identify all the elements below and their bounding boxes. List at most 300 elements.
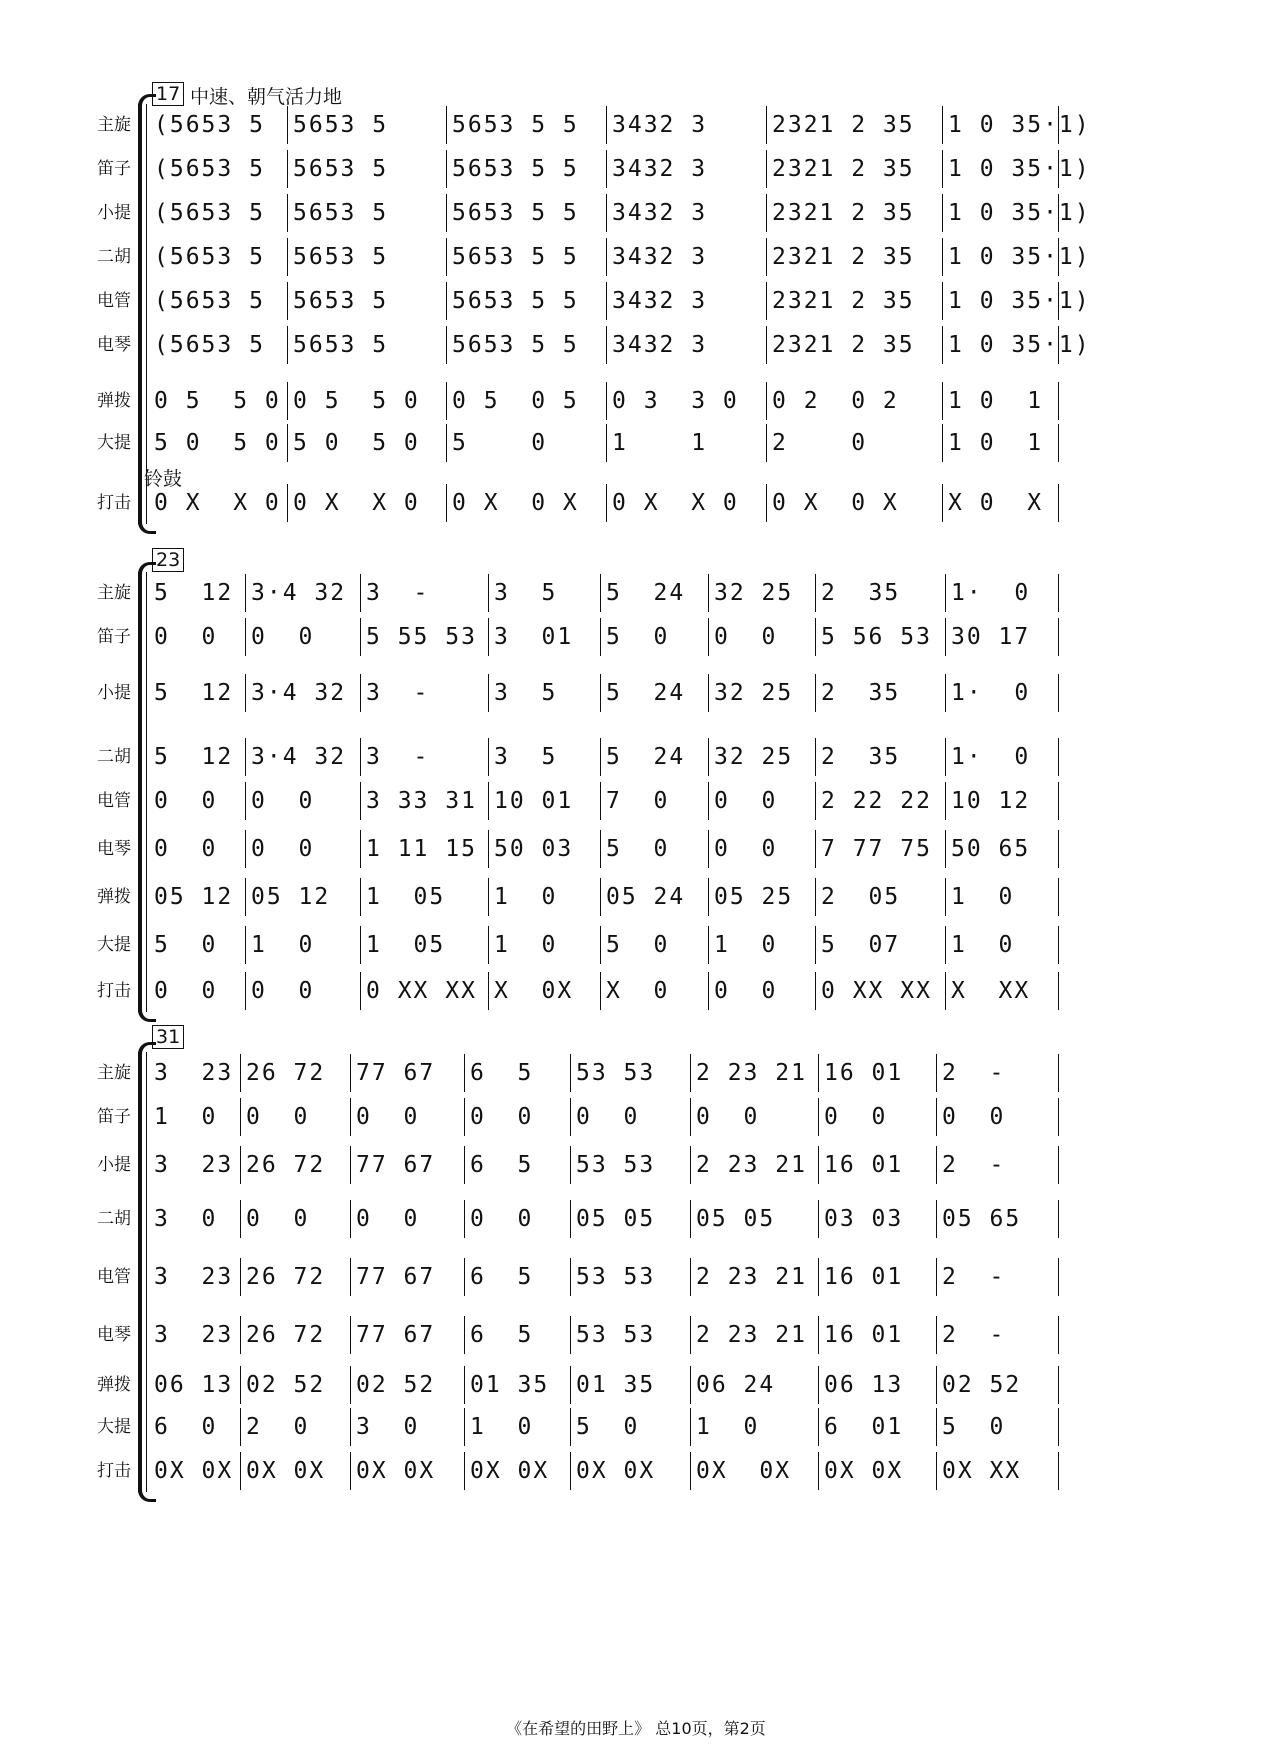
measure: 0 0 [470, 1104, 534, 1130]
barline [690, 1200, 691, 1238]
measure: 50 65 [951, 836, 1031, 862]
staff-row [0, 242, 1272, 272]
barline [245, 782, 246, 820]
measure: 5 0 [942, 1414, 1006, 1440]
measure: 16 01 [824, 1060, 904, 1086]
measure: 50 03 [494, 836, 574, 862]
barline [245, 830, 246, 868]
measure: 01 35 [576, 1372, 656, 1398]
barline [945, 738, 946, 776]
barline [945, 878, 946, 916]
measure: 0 0 [251, 624, 315, 650]
measure: (5653 5 [154, 288, 265, 314]
barline [708, 782, 709, 820]
measure: X XX [951, 978, 1031, 1004]
staff-row [0, 286, 1272, 316]
measure: 5653 5 [293, 244, 389, 270]
measure: 5 0 [606, 932, 670, 958]
measure: 0X 0X [246, 1458, 326, 1484]
measure: 5653 5 [293, 112, 389, 138]
barline-end [1058, 282, 1059, 320]
barline [945, 618, 946, 656]
measure: 1 0 [251, 932, 315, 958]
barline [815, 674, 816, 712]
barline [287, 238, 288, 276]
barline [818, 1366, 819, 1404]
measure: 2 22 22 [821, 788, 932, 814]
measure: 3 0 [154, 1206, 218, 1232]
barline [766, 282, 767, 320]
instrument-label: 小提 [97, 203, 131, 223]
instrument-label: 二胡 [97, 247, 131, 267]
measure: 53 53 [576, 1322, 656, 1348]
measure: 5 0 [154, 932, 218, 958]
measure: 2 - [942, 1264, 1006, 1290]
measure: 26 72 [246, 1322, 326, 1348]
measure: 0 5 5 0 [293, 388, 420, 414]
barline [945, 574, 946, 612]
instrument-label: 电琴 [97, 839, 131, 859]
measure: 2 23 21 [696, 1322, 807, 1348]
measure: 03 03 [824, 1206, 904, 1232]
measure: 2 0 [772, 430, 868, 456]
staff-row [0, 1412, 1272, 1442]
barline [600, 972, 601, 1010]
barline [690, 1316, 691, 1354]
barline [815, 926, 816, 964]
barline [708, 830, 709, 868]
barline [240, 1452, 241, 1490]
measure: 05 12 [251, 884, 331, 910]
barline [942, 326, 943, 364]
barline-end [1058, 238, 1059, 276]
measure: 05 25 [714, 884, 794, 910]
barline [464, 1316, 465, 1354]
barline [350, 1452, 351, 1490]
measure: (5653 5 [154, 244, 265, 270]
measure: 1 0 [494, 884, 558, 910]
instrument-label: 笛子 [97, 627, 131, 647]
measure: 0 2 0 2 [772, 388, 899, 414]
measure: 0 X 0 X [452, 490, 579, 516]
measure: 3432 3 [612, 244, 708, 270]
instrument-label: 打击 [97, 493, 131, 513]
measure: 0 3 3 0 [612, 388, 739, 414]
barline-end [1058, 926, 1059, 964]
barline [945, 972, 946, 1010]
measure: 30 17 [951, 624, 1031, 650]
measure: 2321 2 35 [772, 112, 915, 138]
barline [942, 424, 943, 462]
barline [488, 738, 489, 776]
barline [245, 926, 246, 964]
barline [766, 326, 767, 364]
barline [570, 1408, 571, 1446]
barline [245, 738, 246, 776]
staff-row [0, 578, 1272, 608]
measure: 7 77 75 [821, 836, 932, 862]
barline [287, 282, 288, 320]
barline [708, 972, 709, 1010]
measure: 6 01 [824, 1414, 904, 1440]
barline [600, 738, 601, 776]
barline [570, 1258, 571, 1296]
barline [815, 878, 816, 916]
measure: 01 35 [470, 1372, 550, 1398]
barline [945, 674, 946, 712]
barline [936, 1054, 937, 1092]
instrument-label: 小提 [97, 1155, 131, 1175]
measure: 3 23 [154, 1322, 234, 1348]
barline [350, 1258, 351, 1296]
barline [818, 1098, 819, 1136]
barline [287, 106, 288, 144]
measure: 0 0 [942, 1104, 1006, 1130]
barline-end [1058, 326, 1059, 364]
measure: 5 55 53 [366, 624, 477, 650]
measure: 0 0 [154, 978, 218, 1004]
measure: 77 67 [356, 1060, 436, 1086]
measure: 5653 5 [293, 156, 389, 182]
measure: 16 01 [824, 1264, 904, 1290]
barline [815, 830, 816, 868]
barline [942, 106, 943, 144]
barline-end [1058, 484, 1059, 522]
measure: 2321 2 35 [772, 156, 915, 182]
barline [488, 574, 489, 612]
barline [942, 238, 943, 276]
barline [690, 1452, 691, 1490]
barline [606, 326, 607, 364]
measure: 2 35 [821, 680, 901, 706]
barline-end [1058, 106, 1059, 144]
measure: 1 0 [951, 884, 1015, 910]
measure: 3 23 [154, 1264, 234, 1290]
measure: 0 5 5 0 [154, 388, 281, 414]
measure: 0 X 0 X [772, 490, 899, 516]
barline [360, 618, 361, 656]
measure: 0 0 [251, 788, 315, 814]
barline [360, 830, 361, 868]
measure: 1 0 35·1) [948, 200, 1091, 226]
barline-end [1058, 574, 1059, 612]
barline [350, 1408, 351, 1446]
barline [766, 382, 767, 420]
measure: 5 24 [606, 744, 686, 770]
measure: 0 0 [251, 836, 315, 862]
barline [488, 618, 489, 656]
barline-end [1058, 1408, 1059, 1446]
measure: 1 0 35·1) [948, 156, 1091, 182]
barline [766, 424, 767, 462]
barline [464, 1146, 465, 1184]
barline [240, 1146, 241, 1184]
barline [766, 194, 767, 232]
barline-end [1058, 1452, 1059, 1490]
barline-end [1058, 424, 1059, 462]
barline [942, 382, 943, 420]
measure: 3·4 32 [251, 744, 347, 770]
measure: 1· 0 [951, 580, 1031, 606]
barline [245, 674, 246, 712]
measure: 0X XX [942, 1458, 1022, 1484]
staff-row [0, 330, 1272, 360]
measure: 0X 0X [470, 1458, 550, 1484]
barline-end [1058, 972, 1059, 1010]
instrument-label: 笛子 [97, 159, 131, 179]
barline [464, 1200, 465, 1238]
barline [708, 618, 709, 656]
barline [570, 1054, 571, 1092]
measure: 0 X X 0 [612, 490, 739, 516]
instrument-label: 电管 [97, 791, 131, 811]
measure: 32 25 [714, 580, 794, 606]
barline [570, 1366, 571, 1404]
barline-end [1058, 1146, 1059, 1184]
barline [240, 1408, 241, 1446]
measure: 10 01 [494, 788, 574, 814]
measure: 0 XX XX [821, 978, 932, 1004]
barline [464, 1408, 465, 1446]
barline [690, 1146, 691, 1184]
barline [570, 1452, 571, 1490]
measure: (5653 5 [154, 112, 265, 138]
barline [936, 1200, 937, 1238]
measure: 3·4 32 [251, 580, 347, 606]
measure: 2 05 [821, 884, 901, 910]
staff-row [0, 622, 1272, 652]
measure: 3 23 [154, 1152, 234, 1178]
measure: 5 24 [606, 580, 686, 606]
measure: 0 0 [470, 1206, 534, 1232]
measure: 0 0 [696, 1104, 760, 1130]
measure: 0 0 [154, 624, 218, 650]
barline [488, 782, 489, 820]
rehearsal-mark: 17 [152, 82, 184, 106]
barline [815, 738, 816, 776]
measure: 7 0 [606, 788, 670, 814]
measure: 16 01 [824, 1152, 904, 1178]
measure: 0X 0X [824, 1458, 904, 1484]
instrument-label: 二胡 [97, 1209, 131, 1229]
staff-row [0, 428, 1272, 458]
measure: 0 0 [154, 836, 218, 862]
barline [360, 574, 361, 612]
measure: 0 0 [576, 1104, 640, 1130]
measure: 0X 0X [154, 1458, 234, 1484]
barline [600, 830, 601, 868]
measure: 5653 5 5 [452, 288, 579, 314]
staff-row [0, 834, 1272, 864]
barline [287, 484, 288, 522]
barline [936, 1258, 937, 1296]
measure: 3 5 [494, 580, 558, 606]
measure: 3 5 [494, 744, 558, 770]
measure: 3·4 32 [251, 680, 347, 706]
barline [570, 1316, 571, 1354]
measure: 1 0 35·1) [948, 332, 1091, 358]
measure: 2321 2 35 [772, 288, 915, 314]
measure: 05 12 [154, 884, 234, 910]
barline [606, 424, 607, 462]
barline [360, 738, 361, 776]
staff-row [0, 386, 1272, 416]
barline [708, 674, 709, 712]
measure: 2321 2 35 [772, 332, 915, 358]
measure: 16 01 [824, 1322, 904, 1348]
staff-row [0, 1262, 1272, 1292]
barline [464, 1258, 465, 1296]
measure: 5 0 [606, 624, 670, 650]
measure: 53 53 [576, 1264, 656, 1290]
measure: 5 24 [606, 680, 686, 706]
measure: 0 0 [154, 788, 218, 814]
barline-end [1058, 618, 1059, 656]
measure: 3 0 [356, 1414, 420, 1440]
staff-row [0, 1320, 1272, 1350]
barline [446, 382, 447, 420]
barline [446, 194, 447, 232]
measure: 05 05 [576, 1206, 656, 1232]
barline [708, 878, 709, 916]
measure: X 0 X [948, 490, 1044, 516]
staff-row [0, 198, 1272, 228]
barline [446, 484, 447, 522]
barline [240, 1054, 241, 1092]
barline-end [1058, 782, 1059, 820]
measure: 5 12 [154, 580, 234, 606]
barline [240, 1258, 241, 1296]
measure: 10 12 [951, 788, 1031, 814]
instrument-label: 二胡 [97, 747, 131, 767]
measure: 77 67 [356, 1264, 436, 1290]
barline-end [1058, 830, 1059, 868]
barline-end [1058, 878, 1059, 916]
measure: (5653 5 [154, 156, 265, 182]
instrument-label: 弹拨 [97, 1375, 131, 1395]
measure: 5 12 [154, 680, 234, 706]
measure: 5653 5 5 [452, 112, 579, 138]
percussion-label: 铃鼓 [144, 468, 183, 490]
barline [570, 1098, 571, 1136]
measure: 0 0 [356, 1206, 420, 1232]
measure: 5 56 53 [821, 624, 932, 650]
page-footer: 《在希望的田野上》 总10页，第2页 [506, 1719, 766, 1738]
barline [287, 382, 288, 420]
barline [942, 484, 943, 522]
measure: 1 0 [696, 1414, 760, 1440]
measure: 3432 3 [612, 288, 708, 314]
instrument-label: 小提 [97, 683, 131, 703]
barline [350, 1098, 351, 1136]
barline [360, 878, 361, 916]
measure: 5 0 5 0 [293, 430, 420, 456]
barline [818, 1452, 819, 1490]
measure: 3432 3 [612, 200, 708, 226]
barline-end [1058, 382, 1059, 420]
barline [245, 972, 246, 1010]
measure: 1 0 [951, 932, 1015, 958]
barline [360, 926, 361, 964]
barline [350, 1366, 351, 1404]
measure: 5 12 [154, 744, 234, 770]
measure: 1 0 35·1) [948, 244, 1091, 270]
measure: 53 53 [576, 1152, 656, 1178]
measure: 2 23 21 [696, 1264, 807, 1290]
measure: 0 0 [714, 978, 778, 1004]
barline [936, 1408, 937, 1446]
staff-row [0, 976, 1272, 1006]
barline [766, 238, 767, 276]
staff-row [0, 1102, 1272, 1132]
measure: 1· 0 [951, 744, 1031, 770]
measure: 0 X X 0 [293, 490, 420, 516]
measure: 6 5 [470, 1152, 534, 1178]
measure: 02 52 [942, 1372, 1022, 1398]
rehearsal-mark: 31 [152, 1025, 184, 1049]
instrument-label: 电管 [97, 291, 131, 311]
barline-end [1058, 1054, 1059, 1092]
measure: 6 5 [470, 1322, 534, 1348]
measure: 53 53 [576, 1060, 656, 1086]
measure: 6 0 [154, 1414, 218, 1440]
instrument-label: 主旋 [97, 1063, 131, 1083]
rehearsal-mark: 23 [152, 548, 184, 572]
measure: 1 0 [494, 932, 558, 958]
barline [600, 926, 601, 964]
measure: 0 X X 0 [154, 490, 281, 516]
measure: 5653 5 [293, 200, 389, 226]
measure: 26 72 [246, 1060, 326, 1086]
staff-row [0, 1058, 1272, 1088]
measure: 0X 0X [356, 1458, 436, 1484]
measure: 2 - [942, 1152, 1006, 1178]
measure: 2 35 [821, 744, 901, 770]
measure: 3432 3 [612, 112, 708, 138]
measure: 06 13 [154, 1372, 234, 1398]
staff-row [0, 742, 1272, 772]
measure: 3 - [366, 680, 430, 706]
barline [464, 1098, 465, 1136]
measure: X 0X [494, 978, 574, 1004]
instrument-label: 大提 [97, 935, 131, 955]
instrument-label: 电管 [97, 1267, 131, 1287]
staff-row [0, 468, 1272, 518]
barline [606, 382, 607, 420]
measure: 77 67 [356, 1152, 436, 1178]
staff-row [0, 1204, 1272, 1234]
measure: 0 0 [714, 624, 778, 650]
barline-end [1058, 150, 1059, 188]
measure: 1 0 1 [948, 388, 1044, 414]
barline [360, 972, 361, 1010]
barline [690, 1054, 691, 1092]
barline [815, 574, 816, 612]
barline [690, 1098, 691, 1136]
measure: 02 52 [246, 1372, 326, 1398]
measure: 5 07 [821, 932, 901, 958]
barline [815, 972, 816, 1010]
barline [936, 1366, 937, 1404]
barline [606, 282, 607, 320]
barline [446, 424, 447, 462]
measure: 3 5 [494, 680, 558, 706]
barline [488, 830, 489, 868]
instrument-label: 电琴 [97, 1325, 131, 1345]
instrument-label: 弹拨 [97, 887, 131, 907]
barline [240, 1366, 241, 1404]
measure: 5653 5 5 [452, 156, 579, 182]
